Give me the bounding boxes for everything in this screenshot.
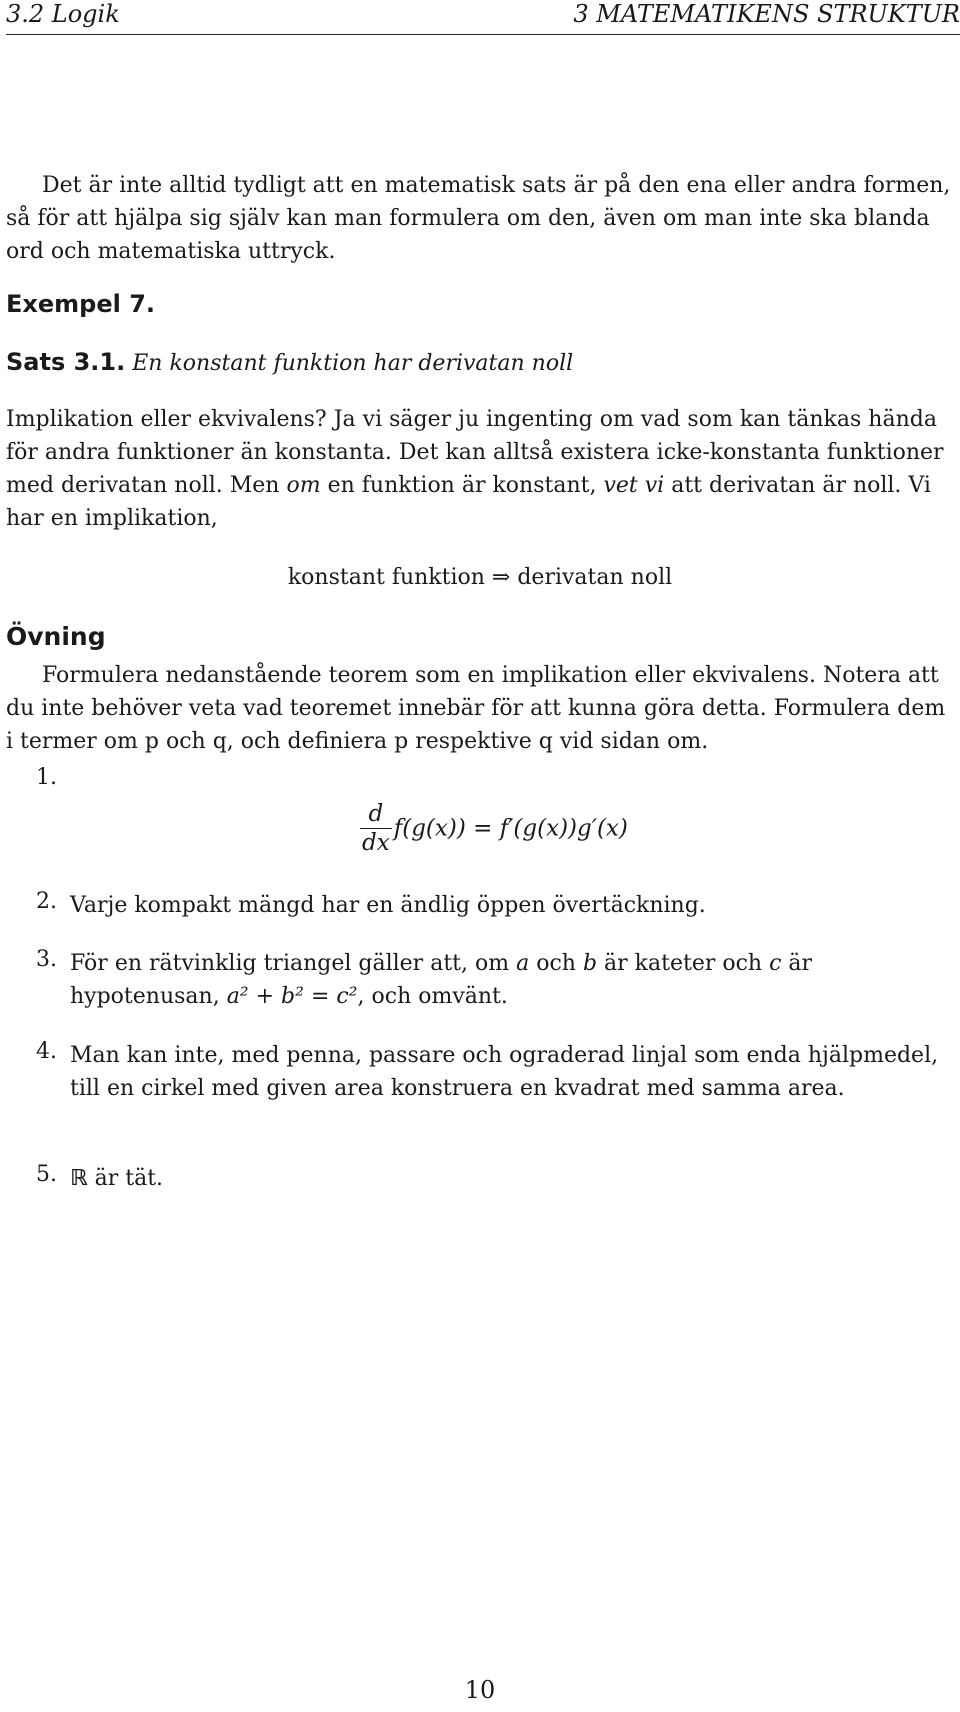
implication-text-2: en funktion är konstant, [320,473,604,498]
item-2-number: 2. [36,889,57,914]
emphasis-om: om [286,473,321,498]
item-3-number: 3. [36,947,57,972]
item-3-part-e: , och omvänt. [357,984,508,1009]
item-3-part-b: och [529,951,583,976]
var-a: a [516,951,530,976]
implication-paragraph [6,403,952,535]
theorem-text: En konstant funktion har derivatan noll [132,351,574,376]
page-number: 10 [464,1676,496,1704]
chain-rule-formula [360,800,628,857]
var-b: b [582,951,598,976]
implication-text-3: att derivatan är noll. Vi har en implikation, [6,473,931,531]
item-3-part-d: är hypotenusan, [70,951,813,1009]
header-section: 3.2 Logik [6,0,120,28]
var-c: c [769,951,782,976]
formula-body: f(g(x)) = f′(g(x))g′(x) [393,815,628,842]
item-1-number: 1. [36,765,57,790]
implication-text-1: Implikation eller ekvivalens? Ja vi säger ju ingenting om vad som kan tänkas hända för andra funktioner än konstanta. Det kan alltså existera icke-konstanta funktioner med derivatan noll. Men [6,407,944,498]
intro-paragraph: Det är inte alltid tydligt att en matematisk sats är på den ena eller andra formen, så för att hjälpa sig själv kan man formulera om den, även om man inte ska blanda ord och matematiska uttryck. [6,173,951,264]
header-chapter: 3 MATEMATIKENS STRUKTUR [573,0,960,28]
item-5-rest: är tät. [87,1166,164,1191]
exercise-instructions: Formulera nedanstående teorem som en implikation eller ekvivalens. Notera att du inte behöver veta vad teoremet innebär för att kunna göra detta. Formulera dem i termer om p och q, och definiera p respektive q vid sidan om. [6,663,946,754]
fraction-denominator: dx [362,830,390,856]
item-2-text: Varje kompakt mängd har en ändlig öppen övertäckning. [70,893,706,918]
item-3-part-c: är kateter och [597,951,770,976]
real-numbers-symbol: ℝ [70,1166,88,1191]
example-heading: Exempel 7. [6,290,156,318]
derivative-fraction [360,800,392,857]
fraction-numerator: d [368,801,384,827]
item-4-number: 4. [36,1039,57,1064]
theorem-label: Sats 3.1. [6,348,126,376]
exercise-heading: Övning [6,622,106,651]
item-5-number: 5. [36,1162,57,1187]
running-header [6,0,960,35]
emphasis-vet-vi: vet vi [603,473,665,498]
item-5-text [70,1162,952,1195]
item-3-text [70,947,952,1013]
item-3-part-a: För en rätvinklig triangel gäller att, om [70,951,517,976]
theorem-statement [6,348,573,376]
item-4-text: Man kan inte, med penna, passare och ograderad linjal som enda hjälpmedel, till en cirkel med given area konstruera en kvadrat med samma area. [70,1043,939,1101]
implication-display: konstant funktion ⇒ derivatan noll [287,565,673,590]
pythagoras-equation: a² + b² = c² [226,984,358,1009]
